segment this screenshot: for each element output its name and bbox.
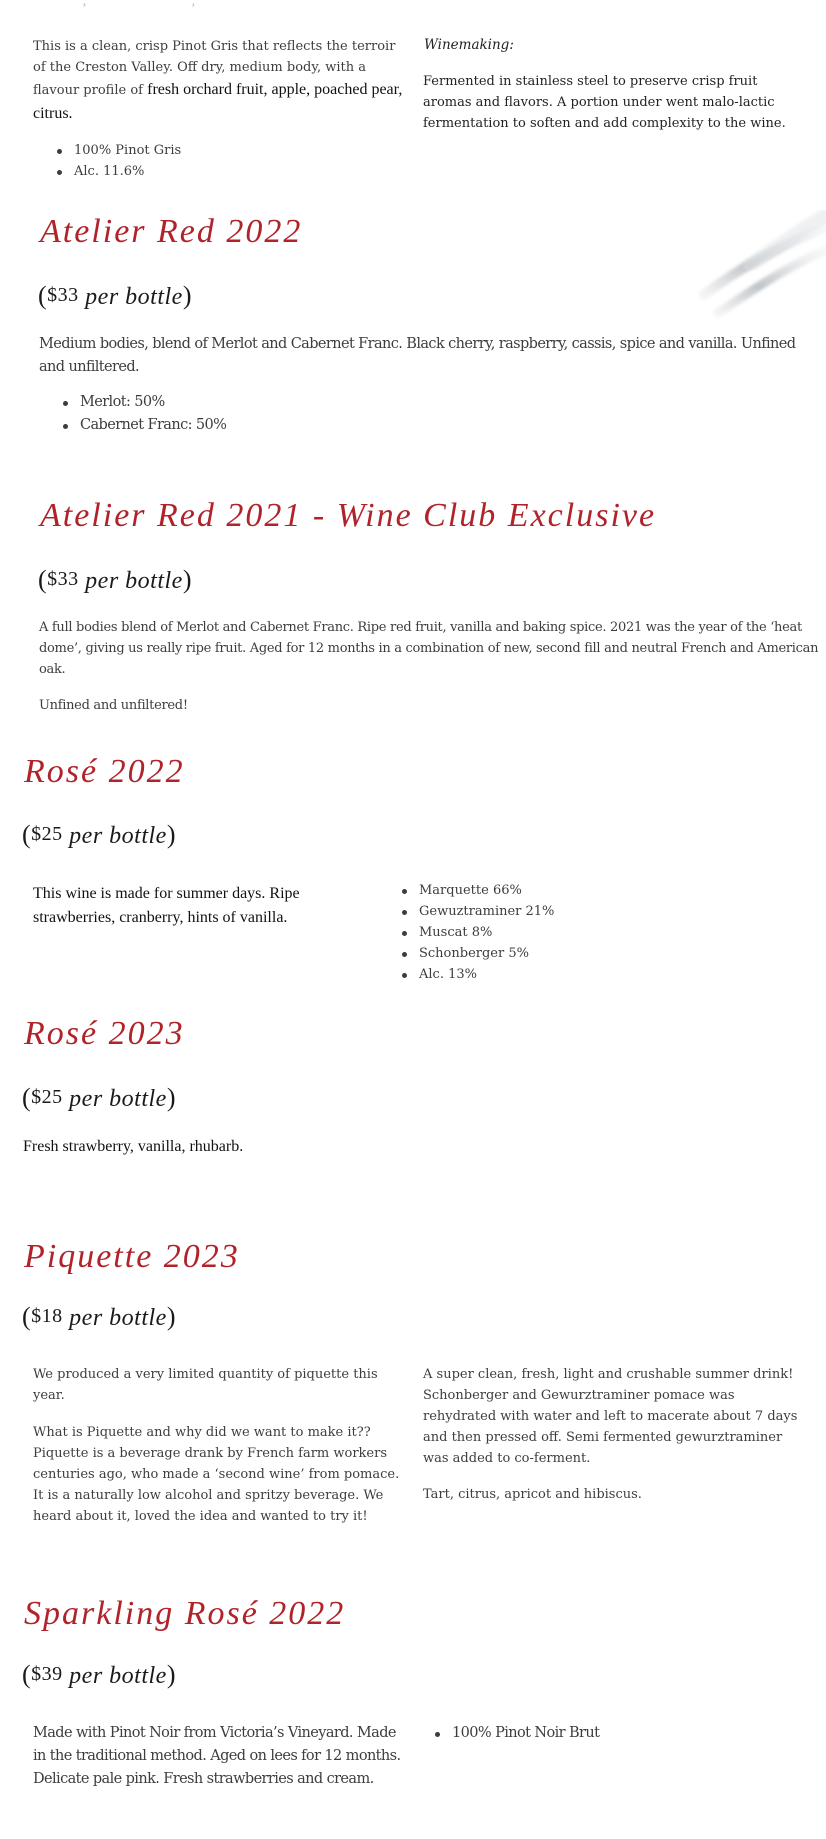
list-item: Cabernet Franc: 50% [62, 414, 226, 437]
wine-price [22, 1304, 176, 1330]
wine-price [22, 1662, 176, 1688]
wine-price [38, 567, 192, 593]
price-unit: per bottle [78, 284, 183, 310]
list-item: Gewuztraminer 21% [401, 901, 554, 922]
wine-description: Made with Pinot Noir from Victoria’s Vineyard. Made in the traditional method. Aged on lees for 12 months. Delicate pale pink. Fresh strawberries and cream. [33, 1725, 401, 1787]
price-amount: $25 [31, 823, 63, 845]
price-amount: $33 [47, 284, 79, 306]
list-item: Alc. 11.6% [56, 161, 181, 182]
price-amount: $33 [47, 568, 79, 590]
price-amount: $18 [31, 1305, 63, 1327]
blend-list [62, 391, 226, 437]
price-unit: per bottle [62, 1305, 167, 1331]
pinot-gris-description [33, 36, 403, 126]
price-paren-close: ) [166, 1302, 176, 1331]
price-paren-close: ) [182, 565, 192, 594]
price-paren-open: ( [38, 281, 48, 310]
price-unit: per bottle [62, 1086, 167, 1112]
price-paren-close: ) [166, 1083, 176, 1112]
list-item: Muscat 8% [401, 922, 554, 943]
wine-description: Medium bodies, blend of Merlot and Cabernet Franc. Black cherry, raspberry, cassis, spice and vanilla. Unfined and unfiltered. [39, 336, 796, 375]
piquette-intro: We produced a very limited quantity of piquette this year. [33, 1367, 378, 1403]
cut-off-text-remnant: ‚ , [82, 0, 196, 9]
price-paren-open: ( [22, 1302, 32, 1331]
price-paren-close: ) [166, 820, 176, 849]
blend-list [434, 1722, 599, 1745]
price-amount: $25 [31, 1086, 63, 1108]
piquette-winemaking: A super clean, fresh, light and crushable summer drink! Schonberger and Gewurztraminer pomace was rehydrated with water and left to macerate about 7 days and then pressed off. Semi fermented gewurztraminer was added to co-ferment. [423, 1367, 798, 1466]
wine-title: Atelier Red 2022 [40, 213, 303, 250]
price-paren-open: ( [22, 1660, 32, 1689]
wine-price [38, 283, 192, 309]
wine-price [22, 1085, 176, 1111]
price-unit: per bottle [62, 823, 167, 849]
wine-price [22, 822, 176, 848]
list-item: 100% Pinot Noir Brut [434, 1722, 599, 1745]
price-paren-open: ( [38, 565, 48, 594]
winemaking-label: Winemaking: [424, 37, 514, 53]
list-item: 100% Pinot Gris [56, 140, 181, 161]
brush-stroke-decoration-icon [690, 205, 826, 325]
pinot-gris-description-slab: This is a clean, crisp Pinot Gris that reflects the terroir of the Creston Valley. Off dry, medium body, with a flavour profile of [33, 39, 396, 98]
list-item: Marquette 66% [401, 880, 554, 901]
price-paren-close: ) [166, 1660, 176, 1689]
wine-description: Fresh strawberry, vanilla, rhubarb. [23, 1138, 244, 1155]
pinot-gris-description-serif: fresh orchard fruit, apple, poached pear, citrus. [33, 81, 403, 122]
wine-description: A full bodies blend of Merlot and Cabernet Franc. Ripe red fruit, vanilla and baking spice. 2021 was the year of the ‘heat dome’, giving us really ripe fruit. Aged for 12 months in a combination of new, second fill and neutral French and American oak. [39, 620, 819, 677]
list-item: Merlot: 50% [62, 391, 226, 414]
price-paren-open: ( [22, 820, 32, 849]
blend-list [401, 880, 554, 985]
piquette-explanation: What is Piquette and why did we want to make it?? Piquette is a beverage drank by French farm workers centuries ago, who made a ‘second wine’ from pomace. It is a naturally low alcohol and spritzy beverage. We heard about it, loved the idea and wanted to try it! [33, 1425, 400, 1524]
winemaking-text: Fermented in stainless steel to preserve crisp fruit aromas and flavors. A portion under went malo-lactic fermentation to soften and add complexity to the wine. [423, 74, 786, 131]
price-unit: per bottle [78, 568, 183, 594]
price-amount: $39 [31, 1663, 63, 1685]
wine-title: Piquette 2023 [24, 1238, 240, 1275]
wine-title: Sparkling Rosé 2022 [24, 1595, 346, 1632]
list-item: Schonberger 5% [401, 943, 554, 964]
price-paren-open: ( [22, 1083, 32, 1112]
list-item: Alc. 13% [401, 964, 554, 985]
wine-note: Unfined and unfiltered! [39, 698, 188, 713]
price-unit: per bottle [62, 1663, 167, 1689]
price-paren-close: ) [182, 281, 192, 310]
wine-title: Rosé 2022 [24, 753, 185, 790]
wine-description: This wine is made for summer days. Ripe strawberries, cranberry, hints of vanilla. [33, 885, 300, 926]
pinot-gris-facts-list [56, 140, 181, 182]
wine-title: Rosé 2023 [24, 1015, 185, 1052]
wine-title: Atelier Red 2021 - Wine Club Exclusive [40, 497, 657, 534]
piquette-tasting-notes: Tart, citrus, apricot and hibiscus. [423, 1487, 642, 1502]
